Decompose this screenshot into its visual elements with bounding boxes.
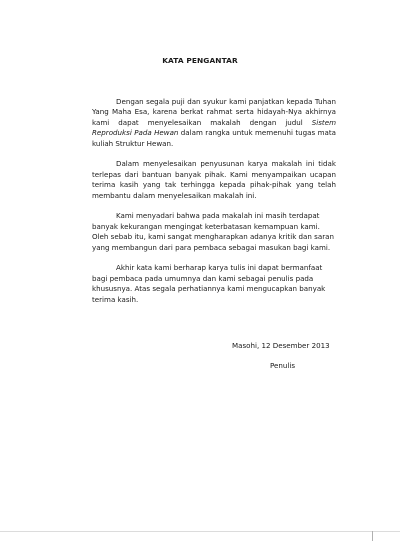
page-bottom-border [0,531,400,532]
paragraph-2: Dalam menyelesaikan penyusunan karya makalah ini tidak terlepas dari bantuan banyak pihak. Kami menyampaikan ucapan terima kasih yang tak terhingga kepada pihak-pihak yang telah membantu dalam menyelesaikan makalah ini. [92,159,336,200]
page-title: KATA PENGANTAR [162,56,238,65]
place-date: Masohi, 12 Desember 2013 [232,341,330,350]
paragraph-1-text-b: dalam rangka untuk memenuhi tugas mata kuliah Struktur Hewan. [92,128,337,148]
paragraph-1-text-a: Dengan segala puji dan syukur kami panjatkan kepada Tuhan Yang Maha Esa, karena berkat rahmat serta hidayah-Nya akhirnya kami dapat menyelesaikan makalah dengan judul [92,97,336,127]
paragraph-1 [92,97,336,149]
signature-block [232,341,330,372]
page-corner-mark [372,531,373,541]
paper-title-italic: Sistem Reproduksi Pada Hewan [92,117,336,138]
paragraph-3: Kami menyadari bahwa pada makalah ini masih terdapat banyak kekurangan mengingat keterbatasan kemampuan kami. Oleh sebab itu, kami sangat mengharapkan adanya kritik dan saran yang membangun dari para pembaca sebagai masukan bagi kami. [92,211,334,252]
body-text [92,97,336,315]
author-role: Penulis [270,361,296,371]
paragraph-4: Akhir kata kami berharap karya tulis ini dapat bermanfaat bagi pembaca pada umumnya dan kami sebagai penulis pada khususnya. Atas segala perhatiannya kami mengucapkan banyak terima kasih. [92,263,326,304]
